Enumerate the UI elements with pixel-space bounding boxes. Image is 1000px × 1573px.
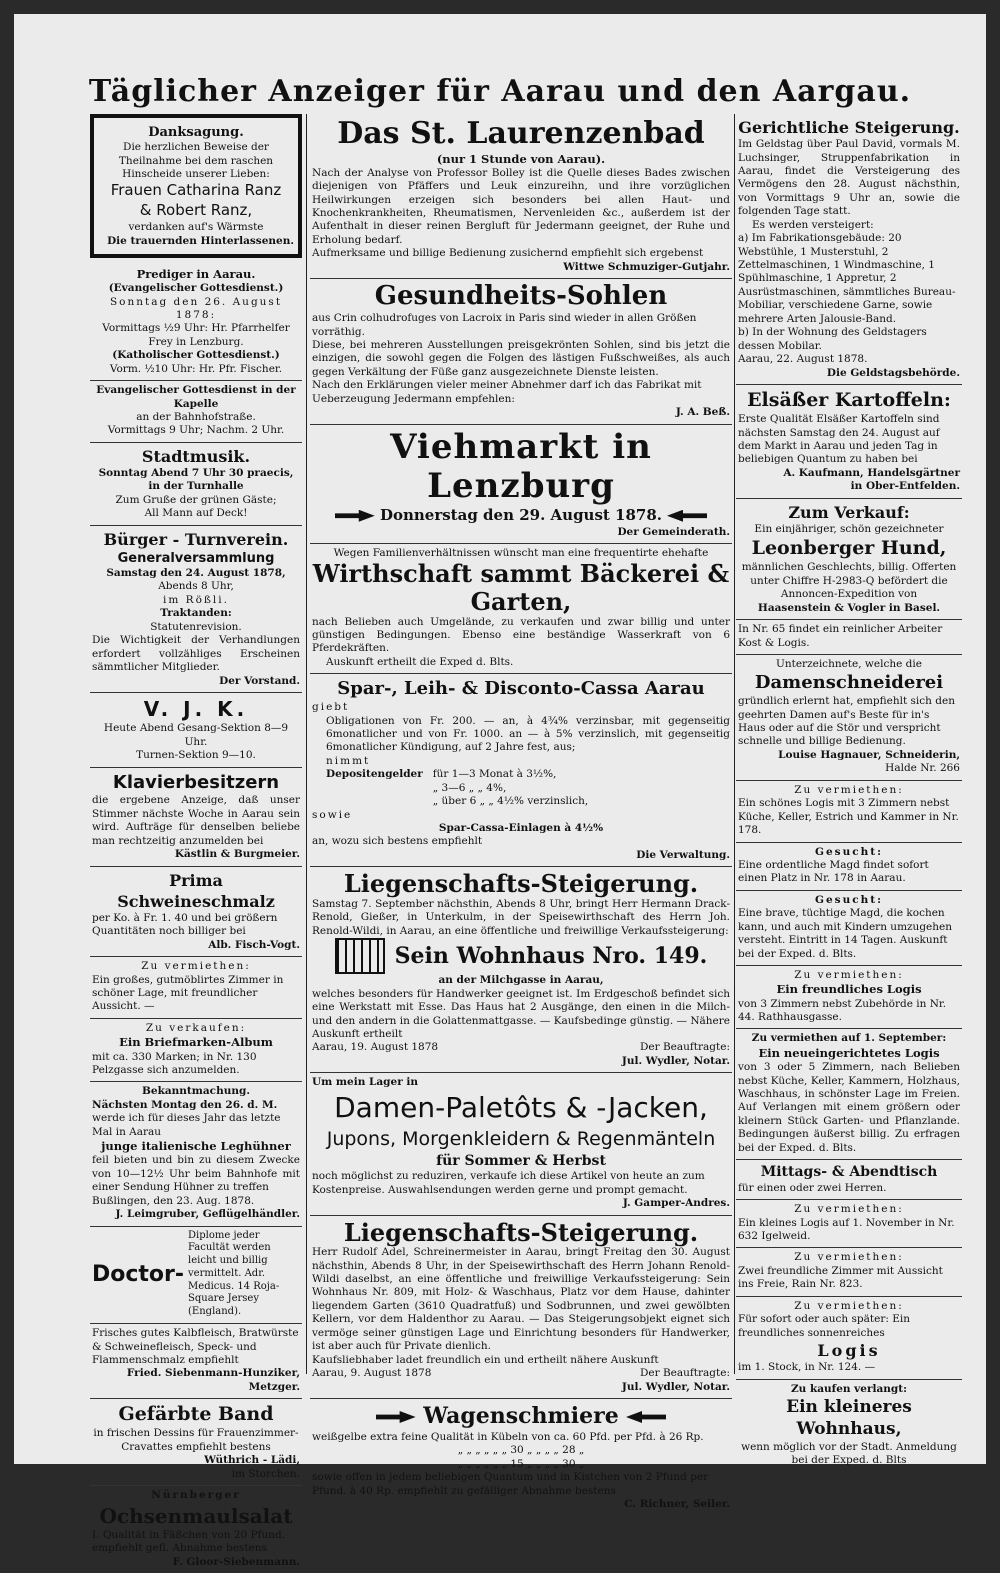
ad-text: Vorm. ½10 Uhr: Hr. Pfr. Fischer.: [109, 362, 283, 375]
ad-text: an der Milchgasse in Aarau,: [438, 974, 604, 987]
ad-turnverein: [90, 526, 302, 693]
ad-text: an, wozu sich bestens empfiehlt: [312, 835, 483, 848]
ad-text: Erste Qualität Elsäßer Kartoffeln sind nächsten Samstag den 24. August auf dem Markt in Aarau und jeden Tag in beliebigen Quantum zu haben bei: [738, 413, 940, 466]
ad-signature: Wittwe Schmuziger-Gutjahr.: [563, 260, 730, 273]
ad-text: b) In der Wohnung des Geldstagers dessen Mobilar.: [738, 326, 927, 352]
ad-text: Eine ordentliche Magd findet sofort einen Platz in Nr. 178 in Aarau.: [738, 858, 929, 885]
ad-text: Obligationen von Fr. 200. — an, à 4¾% verzinsbar, mit gegenseitig 6monatlicher und von Fr. 1000. an — à 5% verzinslich, mit gegenseitig 6monatlicher Kündigung, auf 2 Jahre fest, aus;: [326, 714, 730, 754]
ad-heading: Prediger in Aarau.: [136, 266, 256, 281]
ad-text: „ 3—6 „ „ 4%,: [432, 781, 507, 794]
ad-text: In Nr. 65 findet ein reinlicher Arbeiter Kost & Logis.: [738, 623, 943, 649]
ad-text: von 3 Zimmern nebst Zubehörde in Nr. 44. Rathhausgasse.: [738, 997, 947, 1024]
ad-text: Um mein Lager in: [312, 1076, 419, 1089]
ad-text: an der Bahnhofstraße.: [136, 411, 256, 424]
ad-text: sowie offen in jedem beliebigen Quantum und in Kistchen von 2 Pfund per Pfund. à 40 Rp. empfiehlt zu gefälliger Abnahme bestens: [312, 1471, 709, 1497]
ad-text: werde ich für dieses Jahr das letzte Mal in Aarau: [92, 1112, 281, 1138]
ad-text: Zum Gruße der grünen Gäste;: [115, 493, 277, 506]
ad-text: im Rößli.: [163, 593, 229, 606]
ad-vjk: [90, 693, 302, 768]
ad-heading: Liegenschafts-Steigerung.: [343, 869, 699, 899]
ad-subheading: Evangelischer Gottesdienst in der Kapelle: [96, 384, 296, 410]
ad-text: Samstag den 24. August 1878,: [106, 567, 286, 580]
ad-heading: Stadtmusik.: [141, 446, 251, 466]
ad-vermieten: [736, 1029, 962, 1160]
ad-text: in frischen Dessins für Frauenzimmer-Cravattes empfiehlt bestens: [93, 1427, 299, 1453]
price-row: „ „ „ „ „ „ 30 „ „ „ „ 28 „: [457, 1444, 585, 1457]
ad-text: All Mann auf Deck!: [144, 507, 248, 520]
ad-text: Samstag 7. September nächsthin, Abends 8 Uhr, bringt Herr Hermann Drack-Renold, Gießer, in Unterkulm, in der Speisewirthschaft des Herrn Joh. Renold-Wildi, in Aarau, an eine öffentliche und freiwillige Verkaufssteigerung:: [312, 897, 730, 937]
ad-signature: Kästlin & Burgmeier.: [174, 848, 300, 861]
ad-text: Ein kleines Logis auf 1. November in Nr. 632 Igelweid.: [738, 1216, 955, 1242]
ad-heading: Zu vermiethen:: [794, 1299, 904, 1312]
ad-text: Zwei freundliche Zimmer mit Aussicht ins Freie, Rain Nr. 823.: [738, 1264, 943, 1291]
ad-signature: Jul. Wydler, Notar.: [621, 1054, 730, 1067]
ad-danksagung: [90, 114, 302, 258]
ad-text: Diese, bei mehreren Ausstellungen preisgekrönten Sohlen, sind bis jetzt die einzigen, die sowohl gegen die Folgen des lästigen Fußschweißes, als auch gegen Verkältung der Füße ganz ausgezeichnete Dienste leisten.: [312, 338, 730, 378]
ad-text: a) Im Fabrikationsgebäude: 20 Webstühle, 1 Musterstuhl, 2 Zettelmaschinen, 1 Windmaschine, 1 Spühlmaschine, 1 Appretur, 2 Ausrüstmaschinen, sämmtliches Bureau-Mobiliar, verschiedene Garne, sowie mehrere Arten Jalousie-Band.: [738, 232, 956, 325]
ad-subheading: Ein freundliches Logis: [776, 982, 922, 997]
ad-subheading: Ein Briefmarken-Album: [119, 1035, 273, 1050]
ad-heading: Zu kaufen verlangt:: [791, 1382, 907, 1395]
ad-signature: J. Gamper-Andres.: [622, 1197, 730, 1210]
ad-text: Turnen-Sektion 9—10.: [136, 749, 256, 762]
ad-text: aus Crin colhudrofuges von Lacroix in Paris sind wieder in allen Größen vorräthig.: [312, 312, 697, 338]
ad-text: Sonntag den 26. August 1878:: [109, 295, 283, 321]
ad-prediger: [90, 264, 302, 381]
ad-heading: Zu vermiethen:: [794, 783, 904, 796]
ad-heading: Ochsenmaulsalat: [99, 1503, 293, 1528]
ad-wagenschmiere: [310, 1399, 732, 1516]
ad-schneiderei: [736, 655, 962, 781]
ad-text: Diplome jeder Facultät werden leicht und billig vermittelt. Adr. Medicus. 14 Roja-Square Jersey (England).: [188, 1229, 280, 1318]
ad-role: Der Beauftragte:: [639, 1041, 730, 1054]
ad-subheading: Ein kleineres Wohnhaus,: [786, 1396, 912, 1440]
ad-heading: Gefärbte Band: [118, 1403, 274, 1426]
ad-text: Frisches gutes Kalbfleisch, Bratwürste & Schweinefleisch, Speck- und Flammenschmalz empfiehlt: [92, 1327, 299, 1366]
ad-text: männlichen Geschlechts, billig. Offerten unter Chiffre H-2983-Q befördert die Annoncen-Expedition von: [741, 561, 957, 601]
ad-place-date: Aarau, 19. August 1878: [312, 1041, 439, 1054]
ad-heading: Gesucht:: [815, 893, 883, 906]
ad-role: Der Beauftragte:: [639, 1367, 730, 1380]
ad-vermieten: [736, 1297, 962, 1380]
ad-subheading: junge italienische Leghühner: [101, 1139, 291, 1154]
ad-kapelle: [90, 381, 302, 443]
ad-subheading: Generalversammlung: [117, 550, 275, 566]
column-rule: [306, 114, 307, 1374]
pointing-hand-icon: [376, 1411, 416, 1423]
ad-subheading: Leonberger Hund,: [751, 537, 947, 560]
ad-signature: J. Leimgruber, Geflügelhändler.: [115, 1208, 300, 1221]
ad-schmalz: [90, 867, 302, 958]
ad-text: Die herzlichen Beweise der Theilnahme bei dem raschen Hinscheide unserer Lieben:: [118, 141, 274, 181]
ad-signature: Der Gemeinderath.: [617, 525, 730, 538]
ad-signature: Die Geldstagsbehörde.: [826, 366, 960, 379]
ad-kaufen: [736, 1380, 962, 1472]
ad-vermieten: [736, 781, 962, 843]
ad-text: Nächsten Montag den 26. d. M.: [92, 1098, 278, 1111]
ad-signature: C. Richner, Seiler.: [624, 1498, 730, 1511]
ad-heading: Das St. Laurenzenbad: [337, 116, 705, 151]
ad-text: Vormittags 9 Uhr; Nachm. 2 Uhr.: [107, 424, 285, 437]
ad-signature: Louise Hagnauer, Schneiderin,: [778, 748, 960, 761]
ad-signature: F. Gloor-Siebenmann.: [172, 1555, 300, 1568]
pointing-hand-icon: [335, 510, 375, 522]
ad-text: mit ca. 330 Marken; in Nr. 130 Pelzgasse sich anzumelden.: [92, 1050, 257, 1076]
ad-heading: V. J. K.: [143, 696, 249, 721]
ad-signature: im Storchen.: [231, 1467, 300, 1480]
ad-subheading: Jupons, Morgenkleidern & Regenmänteln: [326, 1127, 716, 1150]
ad-heading: Wirthschaft sammt Bäckerei & Garten,: [312, 559, 730, 617]
ad-text: Abends 8 Uhr,: [158, 580, 234, 593]
ad-heading: Zu vermiethen:: [794, 1203, 904, 1216]
ad-signature: Haasenstein & Vogler in Basel.: [757, 601, 941, 614]
ad-doctor: [90, 1227, 302, 1325]
ad-heading: Prima Schweineschmalz: [117, 870, 275, 911]
ad-heading: Zu vermiethen:: [794, 1251, 904, 1264]
ad-text: verdanken auf's Wärmste: [128, 221, 264, 234]
ad-signature: Wüthrich - Lädi,: [204, 1454, 300, 1467]
ad-text: Heute Abend Gesang-Sektion 8—9 Uhr.: [103, 722, 289, 748]
ad-heading: Gesucht:: [815, 845, 883, 858]
ad-text: giebt: [312, 701, 350, 714]
newspaper-page: [14, 14, 986, 1568]
ad-text: welches besonders für Handwerker geeignet ist. Im Erdgeschoß befindet sich eine Werkstatt mit Esse. Das Haus hat 2 Ausgänge, den einen in die Milch- und den andern in die Golattenmattgasse. — Kaufsbedinge günstig. — Nähere Auskunft ertheilt: [312, 987, 730, 1041]
ad-kost-logis: [736, 620, 962, 655]
ad-text: Eine brave, tüchtige Magd, die kochen kann, und auch mit Kindern umzugehen versteht. Eintritt in 14 Tagen. Auskunft bei der Exped. d. Blts.: [738, 907, 952, 960]
ad-heading: Mittags- & Abendtisch: [760, 1164, 938, 1181]
ad-text: I. Qualität in Fäßchen von 20 Pfund. empfiehlt gefl. Abnahme bestens: [92, 1528, 286, 1555]
ad-damen: [310, 1073, 732, 1215]
ad-text: Ein großes, gutmöblirtes Zimmer in schöner Lage, mit freundlicher Aussicht. —: [92, 973, 284, 1013]
ad-text: Die Wichtigkeit der Verhandlungen erfordert vollzähliges Erscheinen sämmtlicher Mitglieder.: [92, 634, 300, 674]
ad-signature: Die trauernden Hinterlassenen.: [107, 234, 294, 247]
ad-text: die ergebene Anzeige, daß unser Stimmer nächste Woche in Aarau sein wird. Aufträge für denselben beliebe man rechtzeitig anzumelden bei: [92, 794, 300, 847]
ad-heading: Bekanntmachung.: [142, 1085, 250, 1098]
ad-subheading: (Evangelischer Gottesdienst.): [108, 282, 284, 295]
ad-heading: Zu vermiethen auf 1. September:: [751, 1032, 947, 1045]
ad-text: Nach den Erklärungen vieler meiner Abnehmer darf ich das Fabrikat mit Ueberzeugung Jedermann empfehlen:: [312, 379, 702, 405]
ad-name: & Robert Ranz,: [139, 201, 253, 220]
ad-viehmarkt: [310, 425, 732, 544]
ad-liegenschaft-1: [310, 867, 732, 1073]
ad-text: Depositengelder: [326, 768, 423, 781]
ad-heading: Gesundheits-Sohlen: [374, 281, 668, 312]
ad-signature: Jul. Wydler, Notar.: [621, 1380, 730, 1393]
ad-kartoffeln: [736, 385, 962, 499]
ad-signature: Halde Nr. 266: [885, 762, 960, 775]
ad-subheading: für Sommer & Herbst: [436, 1152, 606, 1169]
ad-text: Für sofort oder auch später: Ein freundliches sonnenreiches: [738, 1313, 910, 1339]
ad-text: Bußlingen, den 23. Aug. 1878.: [92, 1194, 255, 1207]
ad-band: [90, 1399, 302, 1486]
ad-text: nimmt: [326, 754, 371, 767]
ad-text: Ein schönes Logis mit 3 Zimmern nebst Küche, Keller, Estrich und Kammer in Nr. 178.: [738, 797, 959, 837]
ad-text: Traktanden:: [160, 607, 232, 620]
ad-heading: Elsäßer Kartoffeln:: [747, 388, 951, 411]
ad-text: Auskunft ertheilt die Exped d. Blts.: [326, 655, 514, 668]
ad-text: von 3 oder 5 Zimmern, nach Belieben nebst Küche, Keller, Kammern, Holzhaus, Waschhaus, in schönster Lage im Freien. Auf Verlangen mit einem größern oder kleinern Stück Garten- und Pflanzlande. Bedingungen äußerst billig. Zu erfragen bei der Exped. d. Blts.: [738, 1061, 960, 1154]
ad-subheading: Ein neueingerichtetes Logis: [758, 1045, 940, 1060]
ad-text: „ über 6 „ „ 4½% verzinslich,: [432, 795, 589, 808]
ad-text: Herr Rudolf Adel, Schreinermeister in Aarau, bringt Freitag den 30. August nächsthin, Abends 8 Uhr, in der Speisewirthschaft des Herrn Johann Renold-Wildi daselbst, an eine öffentliche und freiwillige Verkaufssteigerung: Sein Wohnhaus Nr. 809, mit Holz- & Waschhaus, Platz vor dem Hause, dahinter liegendem Garten (3610 Quadratfuß) und Sodbrunnen, und zwei gewölbten Kellern, vor dem Haldenthor zu Aarau. — Das Steigerungsobjekt eignet sich vermöge seiner günstigen Lage und Einrichtung besonders für Handwerker, ist aber auch für Private dienlich.: [312, 1246, 730, 1353]
ad-hund: [736, 499, 962, 620]
ad-text: im 1. Stock, in Nr. 124. —: [738, 1361, 876, 1374]
pointing-hand-icon: [626, 1411, 666, 1423]
ad-tisch: [736, 1160, 962, 1200]
ad-text: Nürnberger: [151, 1489, 241, 1502]
ad-heading: Bürger - Turnverein.: [103, 529, 289, 549]
ad-text: Statutenrevision.: [150, 620, 242, 633]
column-right: [736, 114, 962, 1472]
ad-signature: Fried. Siebenmann-Hunziker, Metzger.: [126, 1367, 300, 1393]
ad-text: sowie: [312, 808, 353, 821]
ad-text: Nach der Analyse von Professor Bolley ist die Quelle dieses Bades zwischen diejenigen von Pfäffers und Leuk einzureihn, und ihre vorzüglichen Heilwirkungen erzeigen sich besonders bei allen Haut- und Knochenkrankheiten, Rheumatismen, Nervenleiden &c., außerdem ist der Aufenthalt in dieser reinen Bergluft für Jedermann geeignet, der Ruhe und Erholung bedarf.: [312, 166, 730, 246]
ad-heading: Zu vermiethen:: [794, 969, 904, 981]
ad-bekanntmachung: [90, 1082, 302, 1226]
ad-text: nach Belieben auch Umgelände, zu verkaufen und zwar billig und unter günstigen Bedingungen. Ebenso eine beständige Wasserkraft von 6 Pferdekräften.: [312, 615, 730, 655]
ad-heading: Wagenschmiere: [423, 1402, 619, 1429]
ad-text: Es werden versteigert:: [752, 218, 874, 231]
ad-text: in der Turnhalle: [148, 480, 244, 493]
ad-ochsenmaulsalat: [90, 1486, 302, 1573]
ad-kalbfleisch: [90, 1324, 302, 1399]
ad-signature: J. A. Beß.: [675, 406, 730, 419]
ad-gesucht: [736, 891, 962, 966]
ad-klavier: [90, 768, 302, 867]
ad-wirthschaft: [310, 544, 732, 674]
ad-text: gründlich erlernt hat, empfiehlt sich den geehrten Damen auf's Beste für in's Haus oder auf die Stör und verspricht schnelle und billige Bedienung.: [738, 695, 955, 748]
ad-heading: Zum Verkauf:: [788, 502, 910, 522]
ad-vermieten: [736, 1248, 962, 1296]
ad-heading: Liegenschafts-Steigerung.: [343, 1217, 699, 1247]
ad-text: Spar-Cassa-Einlagen à 4½%: [438, 822, 604, 835]
ad-vermieten: [736, 966, 962, 1029]
ad-heading: Damenschneiderei: [754, 672, 944, 694]
ad-liegenschaft-2: [310, 1216, 732, 1399]
ad-signature: Alb. Fisch-Vogt.: [208, 938, 300, 951]
ad-heading: Gerichtliche Steigerung.: [738, 118, 960, 137]
ad-heading: Viehmarkt in Lenzburg: [390, 426, 652, 506]
column-middle: [310, 114, 732, 1516]
ad-date: Donnerstag den 29. August 1878.: [379, 505, 663, 524]
ad-subheading: Sein Wohnhaus Nro. 149.: [394, 942, 708, 969]
ad-text: Unterzeichnete, welche die: [776, 657, 922, 670]
ad-place-date: Aarau, 22. August 1878.: [738, 353, 868, 366]
column-left: [90, 114, 302, 1573]
price-row: weißgelbe extra feine Qualität in Kübeln von ca. 60 Pfd. per Pfd. à 26 Rp.: [312, 1431, 704, 1444]
ad-text: für einen oder zwei Herren.: [738, 1181, 887, 1194]
ad-text: Aufmerksame und billige Bedienung zusichernd empfiehlt sich ergebenst: [312, 247, 704, 260]
ad-name: Frauen Catharina Ranz: [110, 181, 282, 200]
ad-gerichtliche-steigerung: [736, 114, 962, 385]
ad-heading: Spar-, Leih- & Disconto-Cassa Aarau: [337, 678, 705, 700]
ad-text: Ein einjähriger, schön gezeichneter: [754, 522, 944, 535]
ad-heading: Doctor-: [92, 1261, 185, 1287]
ad-heading: Zu vermiethen:: [141, 960, 251, 973]
ad-subheading: (Katholischer Gottesdienst.): [112, 349, 280, 362]
ad-laurenzenbad: [310, 114, 732, 279]
ad-text: noch möglichst zu reduziren, verkaufe ich diese Artikel von heute an zum Kostenpreise. Auswahlsendungen werden gerne und prompt gemacht.: [312, 1170, 705, 1196]
ad-text: wenn möglich vor der Stadt. Anmeldung bei der Exped. d. Blts: [741, 1440, 957, 1467]
ad-gesucht: [736, 843, 962, 891]
ad-sohlen: [310, 279, 732, 424]
ad-text: für 1—3 Monat à 3½%,: [432, 768, 557, 781]
ad-stadtmusik: [90, 443, 302, 526]
ad-signature: Die Verwaltung.: [636, 848, 730, 861]
deposit-table: [312, 768, 730, 808]
ad-briefmarken: [90, 1019, 302, 1082]
ad-text: Sonntag Abend 7 Uhr 30 praecis,: [98, 467, 294, 480]
ad-signature: A. Kaufmann, Handelsgärtner: [783, 466, 960, 479]
ad-cassa: [310, 674, 732, 867]
ad-heading: Klavierbesitzern: [112, 771, 280, 793]
price-row: „ „ „ „ „ „ 15 „ „ „ „ 30 „: [457, 1457, 585, 1470]
pointing-hand-icon: [667, 510, 707, 522]
ad-heading: Danksagung.: [148, 125, 244, 140]
ad-vermieten: [736, 1200, 962, 1248]
ad-text: Wegen Familienverhältnissen wünscht man eine frequentirte ehehafte: [333, 546, 709, 559]
ad-subheading: (nur 1 Stunde von Aarau).: [436, 151, 606, 166]
ad-vermieten: [90, 957, 302, 1019]
ad-text: Im Geldstag über Paul David, vormals M. Luchsinger, Struppenfabrikation in Aarau, findet die Versteigerung des Vermögens den 28. August nächsthin, von Vormittags 9 Uhr an, sowie die folgenden Tage statt.: [738, 138, 960, 218]
ad-text: Vormittags ½9 Uhr: Hr. Pfarrhelfer Frey in Lenzburg.: [102, 322, 290, 348]
ad-subheading: Logis: [817, 1341, 881, 1360]
ad-text: per Ko. à Fr. 1. 40 und bei größern Quantitäten noch billiger bei: [92, 911, 278, 938]
house-illustration: [335, 938, 385, 974]
ad-heading: Zu verkaufen:: [145, 1021, 247, 1034]
masthead-title: Täglicher Anzeiger für Aarau und den Aargau.: [88, 74, 912, 109]
ad-text: feil bieten und bin zu diesem Zwecke von 10—12½ Uhr beim Bahnhofe mit einer Sendung Hühner zu treffen: [92, 1154, 300, 1194]
ad-place-date: Aarau, 9. August 1878: [312, 1367, 432, 1380]
ad-signature: Der Vorstand.: [219, 674, 300, 687]
ad-text: Kaufsliebhaber ladet freundlich ein und ertheilt nähere Auskunft: [312, 1353, 659, 1366]
column-rule: [734, 114, 735, 1374]
ad-signature: in Ober-Entfelden.: [850, 480, 960, 493]
ad-heading: Damen-Paletôts & -Jacken,: [334, 1090, 708, 1124]
